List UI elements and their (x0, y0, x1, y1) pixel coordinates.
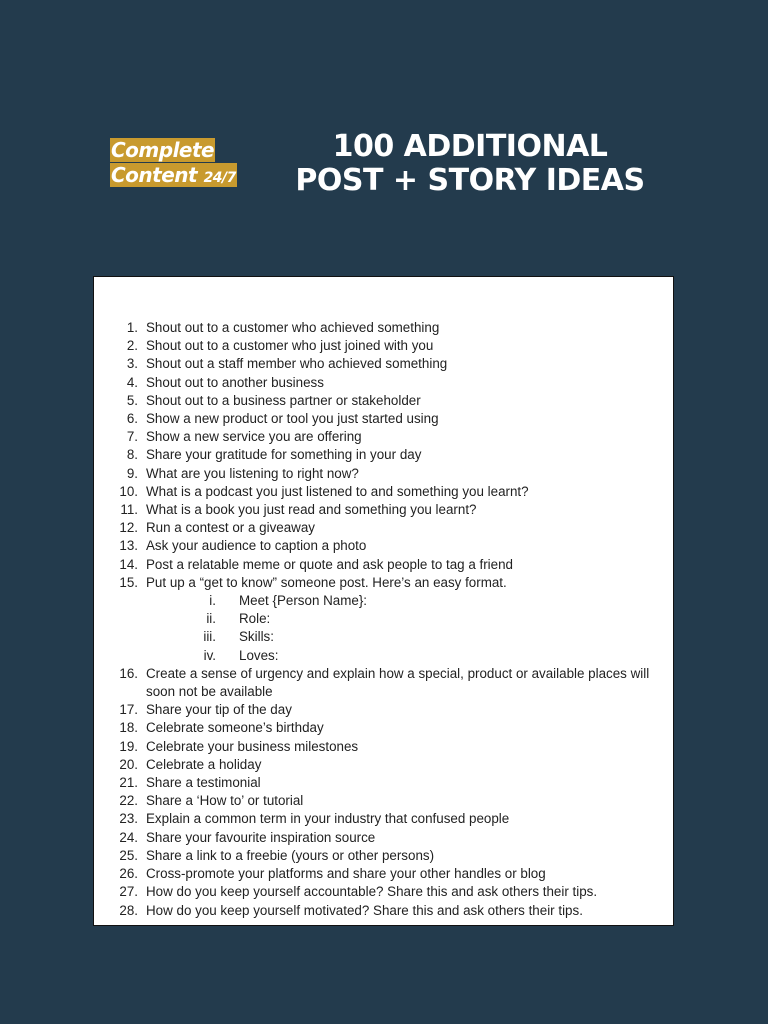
list-item-text: Ask your audience to caption a photo (146, 538, 367, 554)
logo-word-complete: Complete (111, 138, 215, 162)
list-item-text: Show a new service you are offering (146, 429, 362, 445)
sub-list-item (94, 647, 673, 665)
list-item-text: Share your tip of the day (146, 702, 292, 718)
list-item (94, 792, 673, 810)
list-item (94, 829, 673, 847)
list-item-number: 9. (126, 465, 138, 481)
list-item-text: Celebrate your business milestones (146, 738, 359, 754)
list-item-number: 8. (126, 447, 138, 463)
list-item-text: Share a link to a freebie (yours or other persons) (146, 847, 435, 863)
list-item-number: 24. (119, 829, 138, 845)
list-item-number: ii. (206, 611, 216, 627)
list-item-number: iii. (203, 629, 216, 645)
list-item (94, 446, 673, 464)
list-item-text: Meet {Person Name}: (239, 593, 368, 609)
list-item (94, 374, 673, 392)
list-item-number: 10. (119, 483, 138, 499)
list-item (94, 774, 673, 792)
list-item-text: Run a contest or a giveaway (146, 520, 315, 536)
logo-line-1 (110, 138, 260, 162)
list-item (94, 902, 673, 920)
list-item-number: 12. (119, 520, 138, 536)
list-item (94, 701, 673, 719)
list-item (94, 501, 673, 519)
logo-suffix: 24/7 (203, 170, 236, 186)
list-item (94, 847, 673, 865)
list-item (94, 574, 673, 592)
list-item-text: Shout out to a business partner or stakeholder (146, 392, 421, 408)
list-item-number: 19. (119, 738, 138, 754)
list-item (94, 319, 673, 337)
logo-word-content-text: Content (111, 163, 198, 187)
list-item-number: 13. (119, 538, 138, 554)
list-item-text: Celebrate a holiday (146, 756, 262, 772)
logo (110, 138, 260, 191)
list-item-text: Share a ‘How to’ or tutorial (146, 793, 304, 809)
sub-list-item (94, 628, 673, 646)
list-item-text: Shout out a staff member who achieved something (146, 356, 448, 372)
list-item-number: 18. (119, 720, 138, 736)
list-item (94, 883, 673, 901)
list-item-text: Shout out to a customer who just joined with you (146, 338, 434, 354)
list-item-text: Put up a “get to know” someone post. Here’s an easy format. (146, 574, 507, 590)
list-item-text: Post a relatable meme or quote and ask people to tag a friend (146, 556, 513, 572)
list-item-text: Celebrate someone’s birthday (146, 720, 324, 736)
list-item (94, 810, 673, 828)
list-item-text: Cross-promote your platforms and share your other handles or blog (146, 866, 546, 882)
list-item-number: 1. (126, 320, 138, 335)
list-item-number: 23. (119, 811, 138, 827)
list-item-text: Share your favourite inspiration source (146, 829, 376, 845)
list-item-number: 11. (120, 502, 138, 518)
list-item-text: Role: (239, 611, 271, 627)
list-item-text: Loves: (239, 647, 279, 663)
list-item (94, 738, 673, 756)
list-item-number: iv. (203, 647, 216, 663)
list-item (94, 428, 673, 446)
list-item-number: 26. (119, 866, 138, 882)
list-item-text: Show a new product or tool you just started using (146, 411, 439, 427)
logo-word-content (110, 163, 237, 187)
title-line-1: 100 ADDITIONAL (332, 129, 608, 164)
list-item-number: 4. (126, 374, 138, 390)
list-item-number: 16. (119, 665, 138, 681)
ideas-panel (93, 276, 674, 926)
list-item-text: How do you keep yourself accountable? Share this and ask others their tips. (146, 884, 598, 900)
list-item-text: Shout out to a customer who achieved something (146, 320, 440, 335)
list-item-number: i. (209, 593, 216, 609)
list-item-number: 25. (119, 847, 138, 863)
list-item (94, 537, 673, 555)
list-item (94, 483, 673, 501)
logo-line-2 (110, 163, 260, 190)
list-item-text: Skills: (239, 629, 274, 645)
ideas-list (94, 319, 673, 920)
list-item (94, 665, 673, 701)
list-item (94, 392, 673, 410)
list-item (94, 756, 673, 774)
list-item (94, 556, 673, 574)
list-item-number: 7. (126, 429, 138, 445)
list-item-number: 22. (119, 793, 138, 809)
list-item-number: 15. (119, 574, 138, 590)
list-item-text: What are you listening to right now? (146, 465, 359, 481)
list-item-text: Explain a common term in your industry that confused people (146, 811, 510, 827)
sub-list-item (94, 610, 673, 628)
page-title (290, 130, 650, 198)
list-item-number: 2. (126, 338, 138, 354)
list-item-text: Share your gratitude for something in your day (146, 447, 422, 463)
list-item-number: 14. (119, 556, 138, 572)
list-item (94, 355, 673, 373)
list-item-number: 17. (119, 702, 138, 718)
list-item-text: What is a book you just read and something you learnt? (146, 502, 477, 518)
list-item (94, 337, 673, 355)
sub-list-item (94, 592, 673, 610)
title-line-2: POST + STORY IDEAS (295, 163, 645, 198)
list-item-number: 6. (126, 411, 138, 427)
list-item-number: 20. (119, 756, 138, 772)
list-item-text: Shout out to another business (146, 374, 324, 390)
list-item-number: 27. (119, 884, 138, 900)
list-item (94, 465, 673, 483)
list-item-text: What is a podcast you just listened to and something you learnt? (146, 483, 529, 499)
list-item-number: 21. (119, 775, 138, 791)
list-item (94, 410, 673, 428)
list-item-text: How do you keep yourself motivated? Share this and ask others their tips. (146, 902, 583, 918)
list-item-text: Create a sense of urgency and explain how a special, product or available places will soon not be available (146, 665, 650, 700)
list-item-number: 5. (126, 392, 138, 408)
list-item (94, 865, 673, 883)
list-item-number: 28. (119, 902, 138, 918)
list-item-number: 3. (126, 356, 138, 372)
list-item-text: Share a testimonial (146, 775, 261, 791)
list-item (94, 719, 673, 737)
list-item (94, 519, 673, 537)
